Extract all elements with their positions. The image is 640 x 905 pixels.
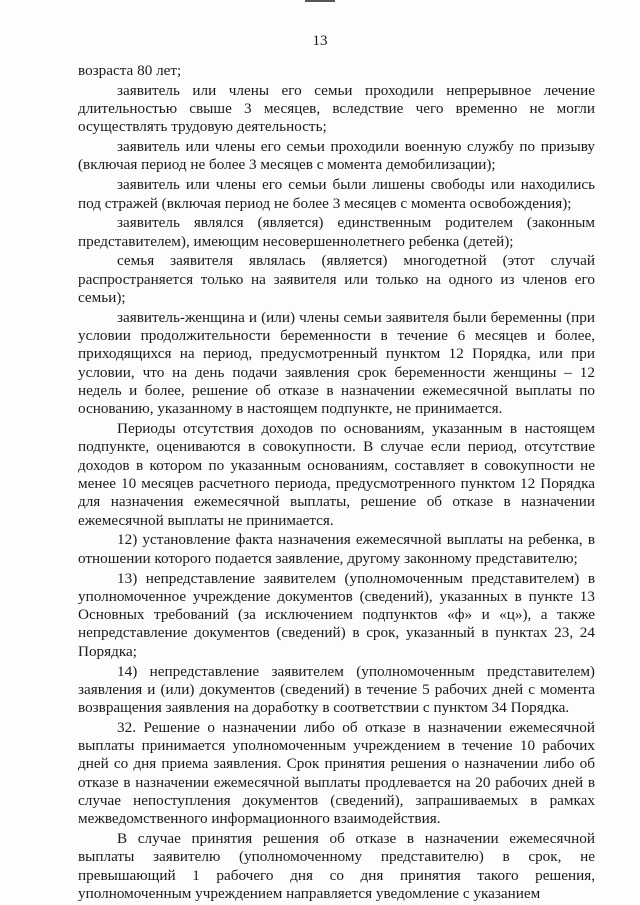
paragraph-custody: заявитель или члены его семьи были лишены свободы или находились под стражей (включая период не более 3 месяцев с момента освобождения);: [78, 176, 595, 212]
paragraph-continuation: возраста 80 лет;: [78, 62, 182, 79]
page-number: 13: [312, 33, 328, 49]
top-edge-mark: [305, 0, 335, 2]
paragraph-item-12: 12) установление факта назначения ежемесячной выплаты на ребенка, в отношении которого подается заявление, другому законному представителю;: [78, 531, 595, 567]
paragraph-treatment: заявитель или члены его семьи проходили непрерывное лечение длительностью свыше 3 месяцев, вследствие чего временно не могли осуществлять трудовую деятельность;: [78, 81, 595, 136]
paragraph-pregnancy: заявитель-женщина и (или) члены семьи заявителя были беременны (при условии продолжительности беременности в течение 6 месяцев и более, приходящихся на период, предусмотренный пунктом 12 Порядка, или при условии, что на день подачи заявления срок беременности женщины – 12 недель и более, решение об отказе в назначении ежемесячной выплаты по основанию, указанному в настоящем подпункте, не принимается.: [78, 308, 595, 418]
document-body: [78, 62, 595, 905]
paragraph-clause-32: 32. Решение о назначении либо об отказе в назначении ежемесячной выплаты принимается уполномоченным учреждением в течение 10 рабочих дней со дня приема заявления. Срок принятия решения о назначении либо об отказе в назначении ежемесячной выплаты продлевается на 20 рабочих дней в случае непоступления документов (сведений), запрашиваемых в рамках межведомственного информационного взаимодействия.: [78, 718, 595, 828]
paragraph-item-14: 14) непредставление заявителем (уполномоченным представителем) заявления и (или) документов (сведений) в течение 5 рабочих дней с момента возвращения заявления на доработку в соответствии с пунктом 34 Порядка.: [78, 662, 595, 717]
paragraph-item-13: 13) непредставление заявителем (уполномоченным представителем) в уполномоченное учреждение документов (сведений), указанных в пункте 13 Основных требований (за исключением подпунктов «ф» и «ц»), а также непредставление документов (сведений) в срок, указанный в пунктах 23, 24 Порядка;: [78, 569, 595, 660]
paragraph-income-periods: Периоды отсутствия доходов по основаниям, указанным в настоящем подпункте, оцениваются в совокупности. В случае если период, отсутствие доходов в котором по указанным основаниям, составляет в совокупности не менее 10 месяцев расчетного периода, предусмотренного пунктом 12 Порядка для назначения ежемесячной выплаты, решение об отказе в назначении ежемесячной выплаты не принимается.: [78, 420, 595, 529]
paragraph-large-family: семья заявителя являлась (является) многодетной (этот случай распространяется только на заявителя или только на одного из членов его семьи);: [78, 252, 595, 307]
paragraph-single-parent: заявитель являлся (является) единственным родителем (законным представителем), имеющим несовершеннолетнего ребенка (детей);: [78, 214, 595, 250]
paragraph-military-service: заявитель или члены его семьи проходили военную службу по призыву (включая период не более 3 месяцев с момента демобилизации);: [78, 138, 595, 174]
paragraph-refusal-notice: В случае принятия решения об отказе в назначении ежемесячной выплаты заявителю (уполномоченному представителю) в срок, не превышающий 1 рабочего дня со дня принятия такого решения, уполномоченным учреждением направляется уведомление с указанием: [78, 830, 595, 903]
